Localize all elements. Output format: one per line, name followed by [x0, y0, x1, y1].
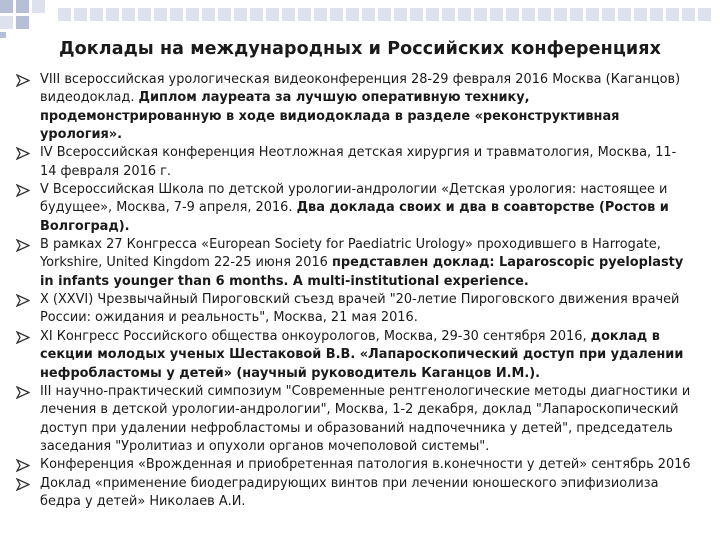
list-item: [16, 181, 692, 236]
decorative-square: [346, 8, 359, 21]
list-item: [16, 236, 692, 291]
decorative-square: [586, 8, 599, 21]
decorative-square: [154, 8, 167, 21]
item-text: VIII всероссийская урологическая видеоконференция 28-29 февраля 2016 Москва (Каганцов) видеодоклад.: [40, 72, 681, 106]
decorative-square: [458, 8, 471, 21]
arrow-bullet-icon: [16, 459, 30, 472]
decorative-square: [282, 8, 295, 21]
arrow-bullet-icon: [16, 74, 30, 87]
decorative-square: [58, 8, 71, 21]
arrow-bullet-icon: [16, 478, 30, 491]
decorative-square: [74, 8, 87, 21]
decorative-square: [618, 8, 631, 21]
arrow-bullet-icon: [16, 239, 30, 252]
decorative-square: [522, 8, 535, 21]
decorative-square: [442, 8, 455, 21]
item-text-bold: доклад в секции молодых ученых Шестаковой В.В. «Лапароскопический доступ при удалении нефробластомы у детей» (научный руководитель Каганцов И.М.).: [40, 328, 684, 381]
decorative-square: [0, 16, 13, 29]
slide-title: Доклады на международных и Российских конференциях: [59, 39, 661, 59]
decorative-square: [554, 8, 567, 21]
decorative-square: [394, 8, 407, 21]
decorative-square: [570, 8, 583, 21]
decorative-square: [506, 8, 519, 21]
item-text: XI Конгресс Российского общества онкоурологов, Москва, 29-30 сентября 2016,: [40, 328, 591, 344]
decorative-square: [314, 8, 327, 21]
decorative-squares-header: [0, 0, 720, 40]
decorative-square: [32, 0, 45, 13]
list-item: [16, 456, 692, 474]
decorative-square: [362, 8, 375, 21]
list-item: [16, 475, 692, 512]
item-text: Доклад «применение биодеградирующих винтов при лечении юношеского эпифизиолиза бедра у детей» Николаев А.И.: [40, 475, 659, 509]
item-text: X (XXVI) Чрезвычайный Пироговский съезд врачей "20-летие Пироговского движения врачей России: ожидания и реальность", Москва, 21 мая 2016.: [40, 292, 680, 326]
list-item: [16, 291, 692, 328]
arrow-bullet-icon: [16, 331, 30, 344]
decorative-square: [186, 8, 199, 21]
decorative-square: [16, 16, 29, 29]
arrow-bullet-icon: [16, 184, 30, 197]
item-text-bold: Два доклада своих и два в соавторстве (Ростов и Волгоград).: [40, 200, 669, 234]
item-text: Конференция «Врожденная и приобретенная патология в.конечности у детей» сентябрь 2016: [40, 457, 691, 473]
decorative-square: [234, 8, 247, 21]
list-item: [16, 383, 692, 456]
decorative-square: [410, 8, 423, 21]
decorative-square: [170, 8, 183, 21]
conference-list: [16, 71, 692, 511]
decorative-square: [538, 8, 551, 21]
decorative-square: [266, 8, 279, 21]
decorative-square: [138, 8, 151, 21]
decorative-square: [330, 8, 343, 21]
decorative-square: [90, 8, 103, 21]
decorative-square: [682, 8, 695, 21]
decorative-square: [378, 8, 391, 21]
decorative-square: [650, 8, 663, 21]
decorative-square: [698, 8, 711, 21]
item-text: В рамках 27 Конгресса «European Society for Paediatric Urology» проходившего в Harrogate, Yorkshire, United Kingdom 22-25 июня 2016: [40, 237, 661, 271]
item-text: IV Всероссийская конференция Неотложная детская хирургия и травматология, Москва, 11-14 февраля 2016 г.: [40, 145, 677, 179]
decorative-square: [666, 8, 679, 21]
decorative-square: [0, 32, 6, 38]
list-item: [16, 144, 692, 181]
decorative-square: [218, 8, 231, 21]
arrow-bullet-icon: [16, 386, 30, 399]
arrow-bullet-icon: [16, 294, 30, 307]
decorative-square: [122, 8, 135, 21]
list-item: [16, 71, 692, 144]
decorative-square: [490, 8, 503, 21]
arrow-bullet-icon: [16, 147, 30, 160]
decorative-square: [0, 0, 13, 13]
decorative-square: [250, 8, 263, 21]
decorative-square: [634, 8, 647, 21]
item-text-bold: представлен доклад: Laparoscopic pyeloplasty in infants younger than 6 months. A multi-institutional experience.: [40, 255, 684, 289]
decorative-square: [106, 8, 119, 21]
item-text: III научно-практический симпозиум "Современные рентгенологические методы диагностики и лечения в детской урологии-андрологии", Москва, 1-2 декабря, доклад "Лапароскопический доступ при удалении нефробластомы и образований надпочечника у детей", председатель заседания "Уролитиаз и опухоли органов мочеполовой системы".: [40, 383, 691, 454]
decorative-square: [426, 8, 439, 21]
decorative-square: [16, 0, 29, 13]
item-text-bold: Диплом лауреата за лучшую оперативную технику, продемонстрированную в ходе видиодоклада в разделе «реконструктивная урология».: [40, 90, 620, 143]
decorative-square: [602, 8, 615, 21]
list-item: [16, 328, 692, 383]
item-text: V Всероссийская Школа по детской урологии-андрологии «Детская урология: настоящее и будущее», Москва, 7-9 апреля, 2016.: [40, 182, 668, 216]
decorative-square: [474, 8, 487, 21]
decorative-square: [298, 8, 311, 21]
decorative-square: [202, 8, 215, 21]
